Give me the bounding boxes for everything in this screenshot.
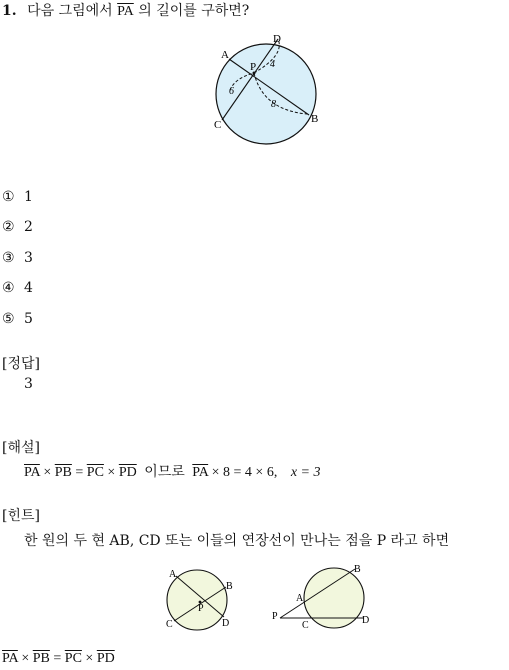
seg-pa: $\overline{PA}$ [24,465,40,480]
choice-marker: ② [2,219,15,235]
hint-circle-2 [304,568,364,628]
answer-value: 3 [24,376,33,392]
explanation-result: x = 3 [290,465,321,480]
choice-4[interactable] [2,280,33,296]
times: × [107,465,116,480]
hint-figure-2 [268,560,378,635]
question-number: 1. [2,3,17,19]
choice-value: 3 [24,250,33,266]
choice-marker: ③ [2,250,15,266]
eq: = [75,465,84,480]
bf-pb: $\overline{PB}$ [32,651,50,666]
label-b: B [311,113,319,125]
bf-times: × [21,651,30,666]
question-segment: $\overline{PA}$ [117,4,134,19]
bf-pd: $\overline{PD}$ [96,651,115,666]
bf-pc: $\overline{PC}$ [64,651,82,666]
circle-figure [205,30,330,150]
bf-pa: $\overline{PA}$ [2,651,18,666]
length-pb: 8 [271,99,276,110]
choice-2[interactable] [2,219,33,235]
choice-value: 2 [24,219,33,235]
choice-1[interactable] [2,189,33,205]
choice-marker: ⑤ [2,311,15,327]
length-pd: 4 [270,59,275,70]
question-text-after: 의 길이를 구하면? [138,3,250,19]
seg-pd: $\overline{PD}$ [118,465,137,480]
explanation-rhs: × 8 = 4 × 6, [211,465,278,480]
question-text-before: 다음 그림에서 [27,3,113,19]
length-pc: 6 [229,86,234,97]
choice-value: 1 [24,189,33,205]
hint2-label-b: B [354,564,361,575]
hint2-label-p: P [272,611,278,622]
hint2-label-d: D [362,615,370,626]
label-d: D [273,33,281,45]
times: × [43,465,52,480]
hint1-label-a: A [169,569,177,580]
choice-value: 5 [24,311,33,327]
choice-3[interactable] [2,250,33,266]
hint-text: 한 원의 두 현 AB, CD 또는 이들의 연장선이 만나는 점을 P 라고 하면 [24,533,450,549]
choice-marker: ④ [2,280,15,296]
seg-pc: $\overline{PC}$ [86,465,104,480]
hint1-label-p: P [198,603,204,614]
seg-pb: $\overline{PB}$ [54,465,72,480]
choice-value: 4 [24,280,33,296]
hint2-label-a: A [296,593,304,604]
question [2,0,249,20]
bottom-formula [2,651,115,667]
hint1-label-b: B [226,581,233,592]
bf-eq: = [53,651,62,666]
bf-times: × [85,651,94,666]
answer-label: [정답] [2,356,40,372]
hint1-label-d: D [222,618,230,629]
explanation-middle: 이므로 [144,465,185,480]
hint-figure-1 [160,563,240,633]
label-a: A [221,49,229,61]
explanation-label: [해설] [2,440,40,456]
hint-label: [힌트] [2,508,40,524]
choice-5[interactable] [2,311,33,327]
label-c: C [214,119,222,131]
hint2-label-c: C [302,620,309,631]
explanation-formula [24,461,321,481]
label-p: P [250,61,257,73]
seg-pa: $\overline{PA}$ [192,465,209,480]
choice-marker: ① [2,189,15,205]
hint1-label-c: C [166,619,173,630]
